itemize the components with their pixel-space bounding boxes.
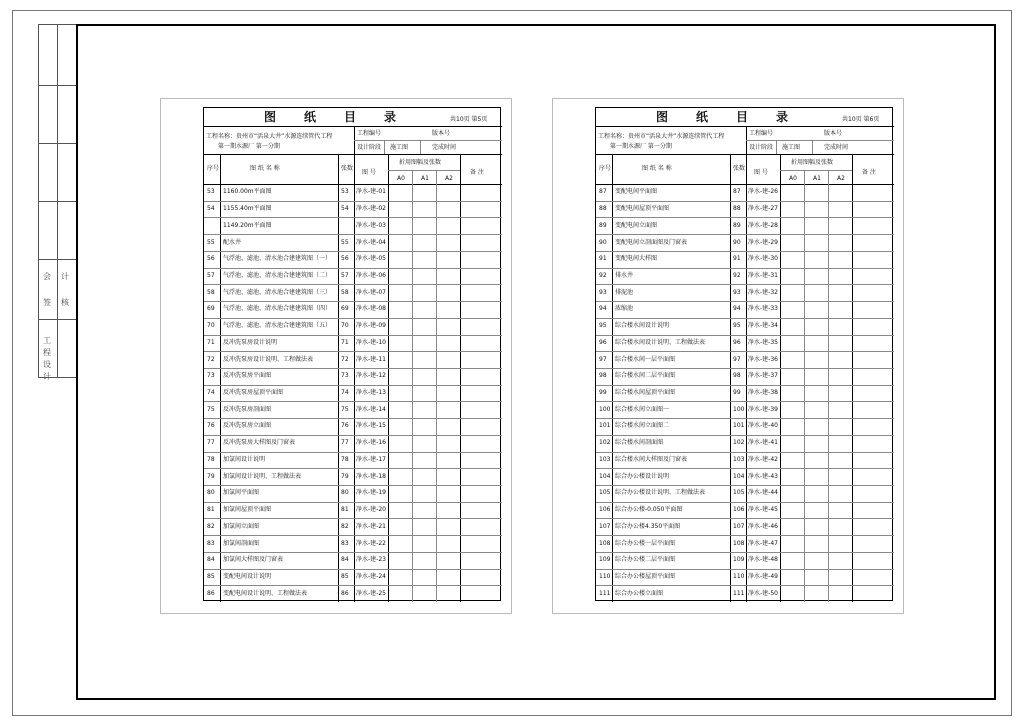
row-drawing-name: 反冲洗泵房大样图及门窗表: [223, 439, 296, 447]
row-sheet-number: 101: [733, 422, 745, 430]
row-number: 110: [599, 572, 611, 580]
row-number: 58: [207, 288, 215, 296]
row-drawing-code: 净水-建-45: [748, 506, 778, 513]
row-drawing-name: 综合楼水间剖面图: [615, 439, 664, 447]
row-drawing-code: 净水-建-50: [748, 589, 778, 597]
row-number: 90: [599, 238, 607, 246]
row-drawing-name: 综合办公楼一层平面图: [615, 539, 676, 547]
row-number: 105: [599, 489, 611, 497]
row-sheet-number: 74: [341, 389, 349, 396]
row-drawing-code: 净水-建-05: [356, 255, 386, 263]
column-a1: A1: [421, 175, 429, 182]
column-remark: 备 注: [862, 169, 876, 176]
row-number: 98: [599, 372, 607, 380]
row-drawing-name: 综合楼水间一层平面图: [615, 355, 676, 363]
row-drawing-code: 净水-建-48: [748, 556, 778, 564]
row-number: 92: [599, 272, 607, 279]
row-drawing-code: 净水-建-16: [356, 439, 386, 447]
row-drawing-name: 加氯间剖面图: [223, 539, 260, 547]
row-drawing-name: 反冲洗泵房设计说明、工程做法表: [223, 355, 314, 363]
row-number: 72: [207, 355, 215, 363]
catalog-sheet-right: [552, 98, 904, 614]
row-drawing-code: 净水-建-09: [356, 322, 386, 330]
row-number: 83: [207, 539, 215, 547]
project-subtitle: 第一期水源厂 第一分期: [218, 143, 280, 150]
row-drawing-name: 加氯间设计说明: [223, 455, 266, 463]
row-drawing-name: 气浮池、滤池、清水池合建建筑图（一）: [223, 255, 332, 263]
row-number: 87: [599, 188, 607, 196]
row-number: 93: [599, 288, 607, 296]
column-size: 折用图幅及张数: [791, 159, 834, 166]
row-sheet-number: 108: [733, 539, 745, 547]
row-sheet-number: 89: [733, 221, 741, 229]
row-number: 55: [207, 238, 215, 246]
row-drawing-code: 净水-建-25: [356, 589, 386, 597]
row-drawing-code: 净水-建-27: [748, 205, 778, 213]
row-drawing-code: 净水-建-29: [748, 238, 778, 246]
project-subtitle: 第一期水源厂 第一分期: [610, 143, 672, 150]
row-drawing-code: 净水-建-11: [356, 355, 386, 363]
row-drawing-name: 综合办公楼-0.050平面图: [615, 506, 683, 513]
row-sheet-number: 90: [733, 238, 741, 246]
row-drawing-code: 净水-建-44: [748, 489, 778, 497]
row-sheet-number: 95: [733, 322, 741, 330]
row-drawing-name: 综合办公楼立面图: [615, 589, 664, 597]
row-number: 103: [599, 455, 611, 463]
page-info: 共10页 第5页: [450, 116, 488, 123]
row-drawing-code: 净水-建-07: [356, 288, 386, 296]
row-drawing-name: 反冲洗泵房屋顶平面图: [223, 389, 284, 396]
column-a2: A2: [445, 175, 453, 182]
row-drawing-name: 反冲洗泵房平面图: [223, 372, 272, 380]
row-drawing-code: 净水-建-26: [748, 188, 778, 196]
row-drawing-code: 净水-建-28: [748, 221, 778, 229]
row-drawing-code: 净水-建-03: [356, 221, 386, 229]
row-drawing-name: 配水井: [223, 238, 242, 246]
row-drawing-name: 综合楼水间立面图一: [615, 405, 670, 413]
design-stage-value: 施工图: [782, 144, 801, 151]
row-sheet-number: 54: [341, 205, 349, 213]
row-sheet-number: 92: [733, 272, 741, 279]
row-number: 70: [207, 322, 215, 330]
column-remark: 备 注: [470, 169, 484, 176]
row-drawing-code: 净水-建-38: [748, 389, 778, 396]
column-size: 折用图幅及张数: [399, 159, 442, 166]
row-drawing-code: 净水-建-23: [356, 556, 386, 564]
row-sheet-number: 77: [341, 439, 349, 447]
row-drawing-name: 变配电间立剖面图及门窗表: [615, 238, 688, 246]
design-stage-label: 设计阶段: [749, 144, 774, 151]
row-sheet-number: 73: [341, 372, 349, 380]
row-sheet-number: 102: [733, 439, 745, 447]
row-drawing-name: 变配电间大样图: [615, 255, 658, 263]
row-sheet-number: 70: [341, 322, 349, 330]
row-number: 74: [207, 389, 215, 396]
row-number: 77: [207, 439, 215, 447]
row-drawing-code: 净水-建-22: [356, 539, 386, 547]
version-label: 版本号: [432, 130, 451, 137]
row-number: 106: [599, 506, 611, 513]
catalog-sheet-left: [160, 98, 512, 614]
row-sheet-number: 58: [341, 288, 349, 296]
column-a0: A0: [397, 175, 405, 182]
row-drawing-name: 变配电间设计说明、工程做法表: [223, 589, 308, 597]
row-drawing-name: 综合楼水间屋顶平面图: [615, 389, 676, 396]
row-drawing-code: 净水-建-35: [748, 338, 778, 346]
design-stage-label: 设计阶段: [357, 144, 382, 151]
row-number: 71: [207, 338, 215, 346]
column-a2: A2: [837, 175, 845, 182]
row-drawing-code: 净水-建-17: [356, 455, 386, 463]
row-number: 73: [207, 372, 215, 380]
row-drawing-code: 净水-建-15: [356, 422, 386, 430]
row-drawing-name: 排泥池: [615, 288, 634, 296]
row-number: 78: [207, 455, 215, 463]
row-drawing-name: 加氯间立面图: [223, 522, 260, 530]
row-drawing-code: 净水-建-06: [356, 272, 386, 279]
row-number: 104: [599, 472, 611, 480]
row-sheet-number: 85: [341, 572, 349, 580]
row-drawing-name: 1149.20m平面图: [223, 221, 272, 229]
row-number: 109: [599, 556, 611, 564]
row-drawing-name: 综合办公楼4.350平面图: [615, 522, 681, 530]
row-drawing-code: 净水-建-43: [748, 472, 778, 480]
row-drawing-code: 净水-建-21: [356, 522, 386, 530]
row-drawing-name: 气浮池、滤池、清水池合建建筑图（四）: [223, 305, 332, 313]
row-sheet-number: 107: [733, 522, 745, 530]
project-name: 工程名称：贵州市“活泉大井”水源连续管代工程: [206, 133, 333, 140]
row-sheet-number: 80: [341, 489, 349, 497]
completion-label: 完成时间: [824, 144, 849, 151]
row-number: 69: [207, 305, 215, 313]
side-label: 计: [61, 272, 69, 281]
row-sheet-number: 72: [341, 355, 349, 363]
row-number: 57: [207, 272, 215, 279]
row-drawing-name: 加氯间设计说明、工程做法表: [223, 472, 302, 480]
row-number: 96: [599, 338, 607, 346]
row-drawing-name: 综合楼水间设计说明: [615, 322, 670, 330]
row-sheet-number: 82: [341, 522, 349, 530]
row-drawing-name: 综合办公楼设计说明: [615, 472, 670, 480]
row-sheet-number: 96: [733, 338, 741, 346]
row-number: 107: [599, 522, 611, 530]
row-drawing-code: 净水-建-47: [748, 539, 778, 547]
row-drawing-code: 净水-建-40: [748, 422, 778, 430]
project-number-label: 工程编号: [749, 130, 774, 137]
side-label: 程: [43, 348, 51, 357]
row-drawing-name: 1160.00m平面图: [223, 188, 272, 196]
row-number: 82: [207, 522, 215, 530]
row-drawing-name: 综合楼水间设计说明、工程做法表: [615, 338, 706, 346]
row-number: 84: [207, 556, 215, 564]
row-drawing-code: 净水-建-02: [356, 205, 386, 213]
row-sheet-number: 69: [341, 305, 349, 313]
row-sheet-number: 87: [733, 188, 741, 196]
column-code: 图 号: [362, 169, 376, 176]
row-drawing-name: 综合楼水间二层平面图: [615, 372, 676, 380]
row-drawing-code: 净水-建-32: [748, 288, 778, 296]
side-label: 工: [43, 336, 51, 345]
row-drawing-code: 净水-建-20: [356, 506, 386, 513]
row-number: 54: [207, 205, 215, 213]
row-drawing-name: 1155.40m平面图: [223, 205, 272, 213]
row-number: 85: [207, 572, 215, 580]
row-drawing-name: 变配电间平面图: [615, 188, 658, 196]
row-drawing-code: 净水-建-39: [748, 405, 778, 413]
version-label: 版本号: [824, 130, 843, 137]
row-number: 53: [207, 188, 215, 196]
row-number: 95: [599, 322, 607, 330]
row-number: 88: [599, 205, 607, 213]
row-number: 86: [207, 589, 215, 597]
project-number-label: 工程编号: [357, 130, 382, 137]
row-sheet-number: 94: [733, 305, 741, 313]
column-a0: A0: [789, 175, 797, 182]
side-signature-strip: [38, 24, 76, 381]
column-sheet: 张数: [733, 165, 746, 172]
row-drawing-code: 净水-建-24: [356, 572, 386, 580]
row-number: 108: [599, 539, 611, 547]
column-name: 图 纸 名 称: [642, 165, 672, 172]
row-drawing-code: 净水-建-14: [356, 405, 386, 413]
row-number: 91: [599, 255, 607, 263]
column-code: 图 号: [754, 169, 768, 176]
side-label: 会: [43, 272, 51, 281]
side-label: 设: [43, 360, 51, 369]
row-drawing-code: 净水-建-30: [748, 255, 778, 263]
row-drawing-name: 加氯间大样图及门窗表: [223, 556, 284, 564]
row-sheet-number: 75: [341, 405, 349, 413]
row-sheet-number: 88: [733, 205, 741, 213]
row-number: 101: [599, 422, 611, 430]
catalog-table: [203, 107, 501, 601]
row-drawing-code: 净水-建-42: [748, 455, 778, 463]
side-label: 核: [61, 298, 69, 307]
catalog-title: 图 纸 目 录: [656, 110, 797, 124]
side-label: 签: [43, 298, 51, 307]
row-drawing-name: 综合办公楼设计说明、工程做法表: [615, 489, 706, 497]
row-number: 94: [599, 305, 607, 313]
row-sheet-number: 81: [341, 506, 349, 513]
row-number: 75: [207, 405, 215, 413]
row-sheet-number: 91: [733, 255, 741, 263]
row-sheet-number: 110: [733, 572, 745, 580]
row-sheet-number: 55: [341, 238, 349, 246]
row-sheet-number: 105: [733, 489, 745, 497]
column-no: 序号: [599, 165, 612, 172]
design-stage-value: 施工图: [390, 144, 409, 151]
row-sheet-number: 97: [733, 355, 741, 363]
row-sheet-number: 100: [733, 405, 745, 413]
row-sheet-number: 76: [341, 422, 349, 430]
completion-label: 完成时间: [432, 144, 457, 151]
row-number: 79: [207, 472, 215, 480]
row-sheet-number: 71: [341, 338, 349, 346]
row-sheet-number: 57: [341, 272, 349, 279]
row-number: 56: [207, 255, 215, 263]
column-sheet: 张数: [341, 165, 354, 172]
row-drawing-name: 综合办公楼二层平面图: [615, 556, 676, 564]
row-sheet-number: 86: [341, 589, 349, 597]
row-number: 111: [599, 589, 611, 597]
row-drawing-code: 净水-建-19: [356, 489, 386, 497]
row-drawing-name: 气浮池、滤池、清水池合建建筑图（三）: [223, 288, 332, 296]
row-drawing-code: 净水-建-37: [748, 372, 778, 380]
row-number: 89: [599, 221, 607, 229]
row-drawing-name: 气浮池、滤池、清水池合建建筑图（二）: [223, 272, 332, 279]
row-number: 76: [207, 422, 215, 430]
column-name: 图 纸 名 称: [250, 165, 280, 172]
row-drawing-code: 净水-建-18: [356, 472, 386, 480]
row-number: 102: [599, 439, 611, 447]
row-sheet-number: 53: [341, 188, 349, 196]
row-sheet-number: 84: [341, 556, 349, 564]
row-drawing-name: 综合楼水间立面图二: [615, 422, 670, 430]
row-sheet-number: 93: [733, 288, 741, 296]
row-number: 97: [599, 355, 607, 363]
row-drawing-name: 气浮池、滤池、清水池合建建筑图（五）: [223, 322, 332, 330]
column-a1: A1: [813, 175, 821, 182]
row-drawing-code: 净水-建-04: [356, 238, 386, 246]
row-drawing-name: 变配电间屋顶平面图: [615, 205, 670, 213]
row-drawing-code: 净水-建-10: [356, 338, 386, 346]
row-drawing-code: 净水-建-33: [748, 305, 778, 313]
row-drawing-name: 反冲洗泵房立面图: [223, 422, 272, 430]
row-number: 100: [599, 405, 611, 413]
row-drawing-name: 综合楼水间大样图及门窗表: [615, 455, 688, 463]
row-drawing-name: 加氯间屋顶平面图: [223, 506, 272, 513]
row-sheet-number: 56: [341, 255, 349, 263]
row-sheet-number: 83: [341, 539, 349, 547]
row-number: 99: [599, 389, 607, 396]
row-sheet-number: 106: [733, 506, 745, 513]
row-drawing-code: 净水-建-31: [748, 272, 778, 279]
row-drawing-code: 净水-建-34: [748, 322, 778, 330]
row-drawing-code: 净水-建-13: [356, 389, 386, 396]
row-drawing-code: 净水-建-36: [748, 355, 778, 363]
row-drawing-name: 排水井: [615, 272, 634, 279]
row-sheet-number: 98: [733, 372, 741, 380]
row-sheet-number: 111: [733, 589, 745, 597]
side-label: 计: [43, 372, 51, 381]
row-drawing-name: 变配电间立面图: [615, 221, 658, 229]
row-drawing-name: 加氯间平面图: [223, 489, 260, 497]
row-sheet-number: 99: [733, 389, 741, 396]
row-drawing-name: 浓缩池: [615, 305, 634, 313]
row-drawing-code: 净水-建-12: [356, 372, 386, 380]
catalog-title: 图 纸 目 录: [264, 110, 405, 124]
page-info: 共10页 第6页: [842, 116, 880, 123]
row-drawing-name: 反冲洗泵房设计说明: [223, 338, 278, 346]
column-no: 序号: [207, 165, 220, 172]
row-sheet-number: 78: [341, 455, 349, 463]
row-drawing-code: 净水-建-08: [356, 305, 386, 313]
row-drawing-code: 净水-建-46: [748, 522, 778, 530]
row-sheet-number: 79: [341, 472, 349, 480]
row-drawing-code: 净水-建-01: [356, 188, 386, 196]
row-drawing-name: 综合办公楼屋顶平面图: [615, 572, 676, 580]
row-drawing-name: 变配电间设计说明: [223, 572, 272, 580]
row-sheet-number: 104: [733, 472, 745, 480]
row-drawing-code: 净水-建-49: [748, 572, 778, 580]
row-sheet-number: 103: [733, 455, 745, 463]
catalog-table: [595, 107, 893, 601]
row-sheet-number: 109: [733, 556, 745, 564]
row-number: 80: [207, 489, 215, 497]
row-drawing-name: 反冲洗泵房剖面图: [223, 405, 272, 413]
row-number: 81: [207, 506, 215, 513]
row-drawing-code: 净水-建-41: [748, 439, 778, 447]
project-name: 工程名称：贵州市“活泉大井”水源连续管代工程: [598, 133, 725, 140]
